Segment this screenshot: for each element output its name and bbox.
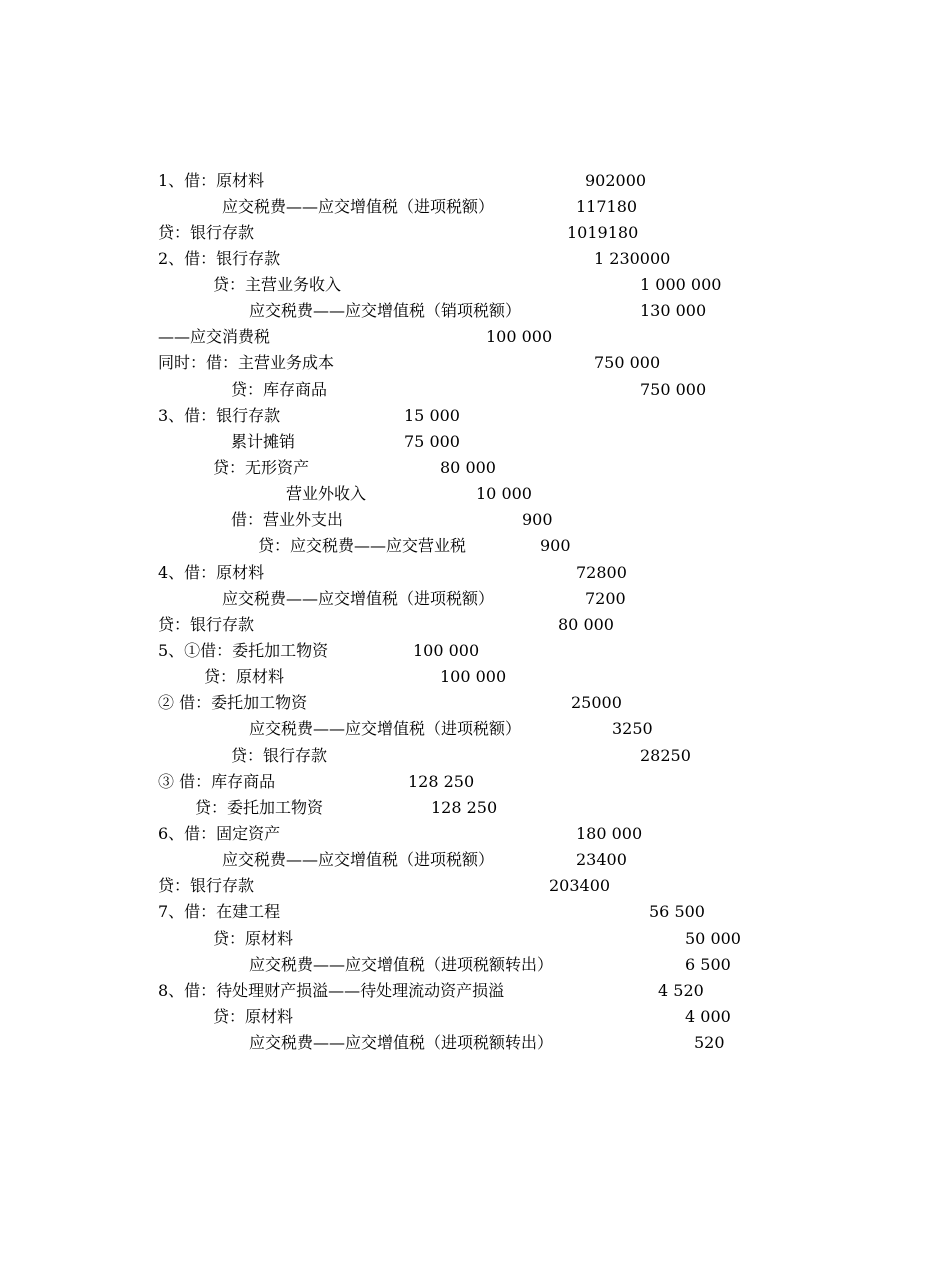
entry-text: 应交税费——应交增值税（进项税额） — [222, 197, 495, 216]
entry-text: 1、借：原材料 — [158, 171, 265, 190]
entry-text: 贷：应交税费——应交营业税 — [258, 536, 467, 555]
entry-amount: 520 — [694, 1033, 725, 1052]
entry-amount: 56 500 — [649, 902, 705, 921]
entry-amount: 4 000 — [685, 1007, 731, 1026]
entry-amount: 75 000 — [404, 432, 460, 451]
entry-amount: 1 000 000 — [640, 275, 722, 294]
entry-amount: 10 000 — [476, 484, 532, 503]
entry-amount: 203400 — [549, 876, 611, 895]
entry-amount: 1019180 — [567, 223, 639, 242]
entry-text: ③ 借：库存商品 — [158, 772, 276, 791]
entry-amount: 23400 — [576, 850, 627, 869]
entry-text: 贷：银行存款 — [158, 223, 255, 242]
entry-amount: 100 000 — [486, 327, 553, 346]
entry-text: 借：营业外支出 — [231, 510, 344, 529]
entry-amount: 50 000 — [685, 929, 741, 948]
entry-text: 6、借：固定资产 — [158, 824, 281, 843]
entry-text: 贷：原材料 — [213, 1007, 294, 1026]
entry-amount: 1 230000 — [594, 249, 671, 268]
entry-text: 贷：原材料 — [204, 667, 285, 686]
entry-amount: 28250 — [640, 746, 691, 765]
entry-amount: 25000 — [571, 693, 622, 712]
entry-text: 贷：银行存款 — [231, 746, 328, 765]
entry-amount: 100 000 — [413, 641, 480, 660]
entry-text: 营业外收入 — [286, 484, 367, 503]
entry-text: ——应交消费税 — [158, 327, 271, 346]
entry-text: 5、①借：委托加工物资 — [158, 641, 329, 660]
entry-amount: 902000 — [585, 171, 647, 190]
entry-text: 贷：主营业务收入 — [213, 275, 342, 294]
entry-amount: 15 000 — [404, 406, 460, 425]
entry-text: 应交税费——应交增值税（进项税额） — [222, 589, 495, 608]
entry-text: 应交税费——应交增值税（进项税额） — [222, 850, 495, 869]
entry-text: 贷：库存商品 — [231, 380, 328, 399]
entry-text: 2、借：银行存款 — [158, 249, 281, 268]
entry-amount: 900 — [522, 510, 553, 529]
entry-amount: 130 000 — [640, 301, 707, 320]
entry-amount: 128 250 — [431, 798, 498, 817]
entry-amount: 750 000 — [640, 380, 707, 399]
entry-text: 应交税费——应交增值税（进项税额转出） — [249, 1033, 554, 1052]
entry-text: 贷：银行存款 — [158, 876, 255, 895]
entry-text: 贷：银行存款 — [158, 615, 255, 634]
entry-text: 7、借：在建工程 — [158, 902, 281, 921]
entry-amount: 7200 — [585, 589, 626, 608]
entry-text: 应交税费——应交增值税（销项税额） — [249, 301, 522, 320]
entry-text: 贷：无形资产 — [213, 458, 310, 477]
entry-text: 4、借：原材料 — [158, 563, 265, 582]
entry-text: 应交税费——应交增值税（进项税额转出） — [249, 955, 554, 974]
entry-amount: 128 250 — [408, 772, 475, 791]
entry-amount: 900 — [540, 536, 571, 555]
entry-amount: 80 000 — [440, 458, 496, 477]
entry-amount: 72800 — [576, 563, 627, 582]
entry-amount: 3250 — [612, 719, 653, 738]
entry-amount: 100 000 — [440, 667, 507, 686]
entry-text: 累计摊销 — [231, 432, 296, 451]
entry-amount: 750 000 — [594, 353, 661, 372]
entry-text: 贷：委托加工物资 — [195, 798, 324, 817]
entry-text: 8、借：待处理财产损溢——待处理流动资产损溢 — [158, 981, 505, 1000]
entry-text: 应交税费——应交增值税（进项税额） — [249, 719, 522, 738]
entry-text: 同时：借：主营业务成本 — [158, 353, 335, 372]
entry-amount: 117180 — [576, 197, 638, 216]
entry-amount: 4 520 — [658, 981, 704, 1000]
entry-amount: 180 000 — [576, 824, 643, 843]
entry-text: 贷：原材料 — [213, 929, 294, 948]
entry-amount: 6 500 — [685, 955, 731, 974]
entry-amount: 80 000 — [558, 615, 614, 634]
entry-text: ② 借：委托加工物资 — [158, 693, 308, 712]
entry-text: 3、借：银行存款 — [158, 406, 281, 425]
